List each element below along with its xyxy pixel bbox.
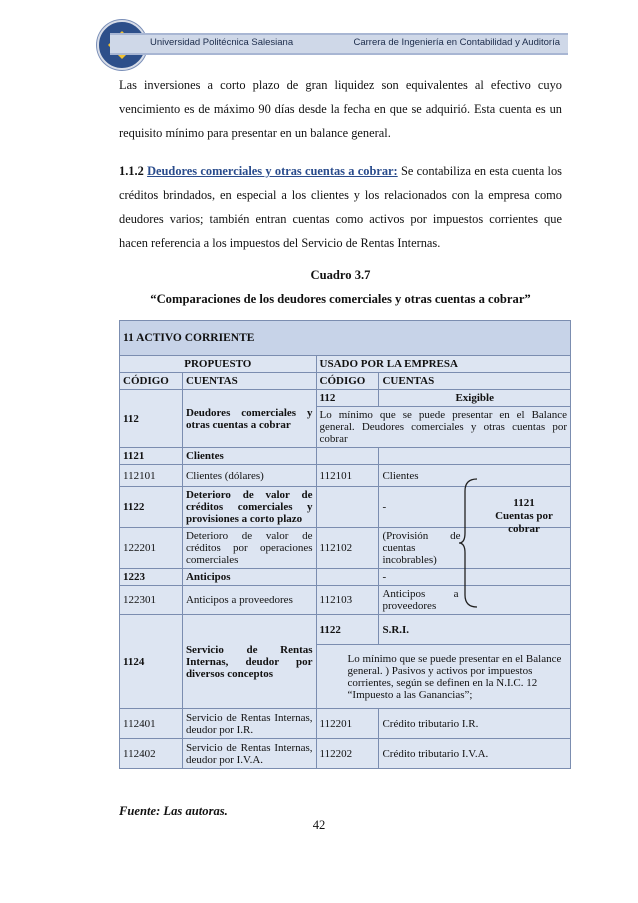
- cell-account: Anticipos: [182, 569, 316, 586]
- cell-code: 1122: [120, 487, 183, 528]
- cell-used-code: 1122: [316, 615, 379, 645]
- cell-code: 112: [120, 390, 183, 448]
- table-row: [120, 390, 571, 407]
- cell-used-account: [379, 448, 571, 465]
- used-account-text: (Provisión de cuentas incobrables): [382, 530, 461, 566]
- table-group-header-row: [120, 356, 571, 373]
- cell-used-account: Clientes: [379, 465, 571, 487]
- section-title-link[interactable]: Deudores comerciales y otras cuentas a cobrar:: [147, 164, 398, 178]
- used-account-text: Anticipos a proveedores: [382, 588, 459, 612]
- table-row: [120, 709, 571, 739]
- table-row: [120, 739, 571, 769]
- used-account-text: -: [382, 501, 387, 513]
- cell-code: 122201: [120, 528, 183, 569]
- cell-account: Servicio de Rentas Internas, deudor por diversos conceptos: [182, 615, 316, 709]
- page-header: [110, 33, 568, 55]
- table-row: [120, 448, 571, 465]
- cell-account: Clientes (dólares): [182, 465, 316, 487]
- section-text: Se contabiliza en esta cuenta los créditos brindados, en especial a los clientes y los relacionados con la empresa como deudores varios; también entran cuentas como activos por impuestos corrientes que hacen referencia a los impuestos del Servicio de Rentas Internas.: [119, 164, 562, 250]
- cell-account: Servicio de Rentas Internas, deudor por I.V.A.: [182, 739, 316, 769]
- table-row: [120, 615, 571, 645]
- brace-label-text: Cuentas por cobrar: [495, 510, 553, 535]
- cell-code: 112101: [120, 465, 183, 487]
- page-number: 42: [312, 818, 326, 832]
- cell-used-code: [316, 487, 379, 528]
- comparison-table: [119, 320, 571, 769]
- col-codigo: CÓDIGO: [120, 373, 183, 390]
- cell-used-code: [316, 448, 379, 465]
- brace-label: [488, 497, 560, 536]
- cell-code: 112401: [120, 709, 183, 739]
- cell-code: 1223: [120, 569, 183, 586]
- section-header: 11 ACTIVO CORRIENTE: [120, 321, 571, 356]
- table-row: [120, 465, 571, 487]
- cell-used-code: 112202: [316, 739, 379, 769]
- cell-code: 112402: [120, 739, 183, 769]
- header-usado: USADO POR LA EMPRESA: [316, 356, 570, 373]
- cell-used-code: 112103: [316, 586, 379, 615]
- cell-used-account: Exigible: [379, 390, 571, 407]
- col-codigo-usado: CÓDIGO: [316, 373, 379, 390]
- table-row: [120, 586, 571, 615]
- col-cuentas-usado: CUENTAS: [379, 373, 571, 390]
- cell-used-code: 112102: [316, 528, 379, 569]
- header-career: Carrera de Ingeniería en Contabilidad y Auditoría: [353, 37, 560, 48]
- cell-code: 122301: [120, 586, 183, 615]
- section-number: 1.1.2: [119, 164, 144, 178]
- cell-account: Anticipos a proveedores: [182, 586, 316, 615]
- cell-used-code: [316, 569, 379, 586]
- header-university: Universidad Politécnica Salesiana: [150, 37, 294, 48]
- cell-code: 1124: [120, 615, 183, 709]
- used-account-text: -: [382, 571, 387, 583]
- cell-account: Deterioro de valor de créditos comerciales y provisiones a corto plazo: [182, 487, 316, 528]
- col-cuentas: CUENTAS: [182, 373, 316, 390]
- cell-used-account: S.R.I.: [379, 615, 571, 645]
- cell-used-code: 112: [316, 390, 379, 407]
- header-propuesto: PROPUESTO: [120, 356, 317, 373]
- cell-used-account: Crédito tributario I.R.: [379, 709, 571, 739]
- table-section-row: [120, 321, 571, 356]
- table-caption-number: Cuadro 3.7: [310, 268, 371, 282]
- sri-note: Lo mínimo que se puede presentar en el Balance general. ) Pasivos y activos por impuestos corrientes, según se definen en la N.I.C. 12 “Impuesto a las Ganancias”;: [347, 652, 562, 701]
- grouping-brace-icon: [457, 477, 481, 609]
- paragraph-debtors: [119, 159, 562, 255]
- table-column-header-row: [120, 373, 571, 390]
- cell-account: Servicio de Rentas Internas, deudor por I.R.: [182, 709, 316, 739]
- brace-label-code: 1121: [513, 497, 535, 509]
- cell-used-code: 112101: [316, 465, 379, 487]
- cell-note: Lo mínimo que se puede presentar en el Balance general. Deudores comerciales y otras cuentas por cobrar: [316, 407, 570, 448]
- cell-account: Clientes: [182, 448, 316, 465]
- cell-used-account: Crédito tributario I.V.A.: [379, 739, 571, 769]
- paragraph-investments: Las inversiones a corto plazo de gran liquidez son equivalentes al efectivo cuyo vencimiento es de máximo 90 días desde la fecha en que se adquirió. Esta cuenta es un requisito mínimo para presentar en un balance general.: [119, 78, 562, 140]
- cell-account: Deudores comerciales y otras cuentas a cobrar: [182, 390, 316, 448]
- table-row: [120, 569, 571, 586]
- cell-account: Deterioro de valor de créditos por operaciones comerciales: [182, 528, 316, 569]
- cell-used-code: 112201: [316, 709, 379, 739]
- source-note: Fuente: Las autoras.: [119, 804, 228, 818]
- cell-note: [316, 645, 570, 709]
- table-caption-title: “Comparaciones de los deudores comerciales y otras cuentas a cobrar”: [150, 292, 531, 306]
- cell-code: 1121: [120, 448, 183, 465]
